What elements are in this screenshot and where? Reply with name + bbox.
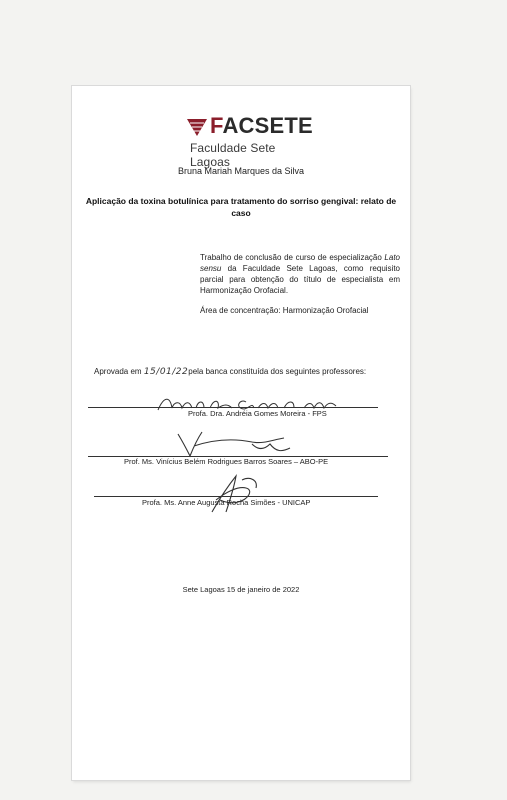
author-name: Bruna Mariah Marques da Silva [177,166,305,176]
signature-1-name: Profa. Dra. Andréia Gomes Moreira - FPS [188,409,327,418]
logo-wordmark-rest: ACSETE [222,113,313,138]
approval-suffix: pela banca constituída dos seguintes professores: [188,367,367,376]
desc-italic: Lato sensu [200,253,400,273]
logo-subtitle: Faculdade Sete Lagoas [190,141,276,169]
facsete-emblem-icon [186,117,208,137]
approval-prefix: Aprovada em [94,367,142,376]
signature-3-line [94,496,378,497]
thesis-title: Aplicação da toxina botulínica para tratamento do sorriso gengival: relato de caso [85,196,397,218]
desc-part2: da Faculdade Sete Lagoas, como requisito parcial para obtenção do título de especialista em Harmonização Orofacial. [200,264,400,295]
desc-part1: Trabalho de conclusão de curso de especialização [200,253,385,262]
approval-line [94,366,404,378]
signature-1-line [88,407,378,408]
place-date-footer: Sete Lagoas 15 de janeiro de 2022 [182,585,300,594]
logo-wordmark: FACSETE [210,113,313,138]
facsete-logo [186,113,313,169]
signature-3-name: Profa. Ms. Anne Augusta Rocha Simões - UNICAP [142,498,311,507]
signature-2-name: Prof. Ms. Vinícius Belém Rodrigues Barros Soares – ABO-PE [124,457,329,466]
concentration-area: Área de concentração: Harmonização Orofacial [200,306,369,315]
document-page [72,86,410,780]
signature-3-handwriting [202,472,272,516]
thesis-description [200,252,400,296]
approval-date-handwritten: 15/01/22 [143,367,189,377]
